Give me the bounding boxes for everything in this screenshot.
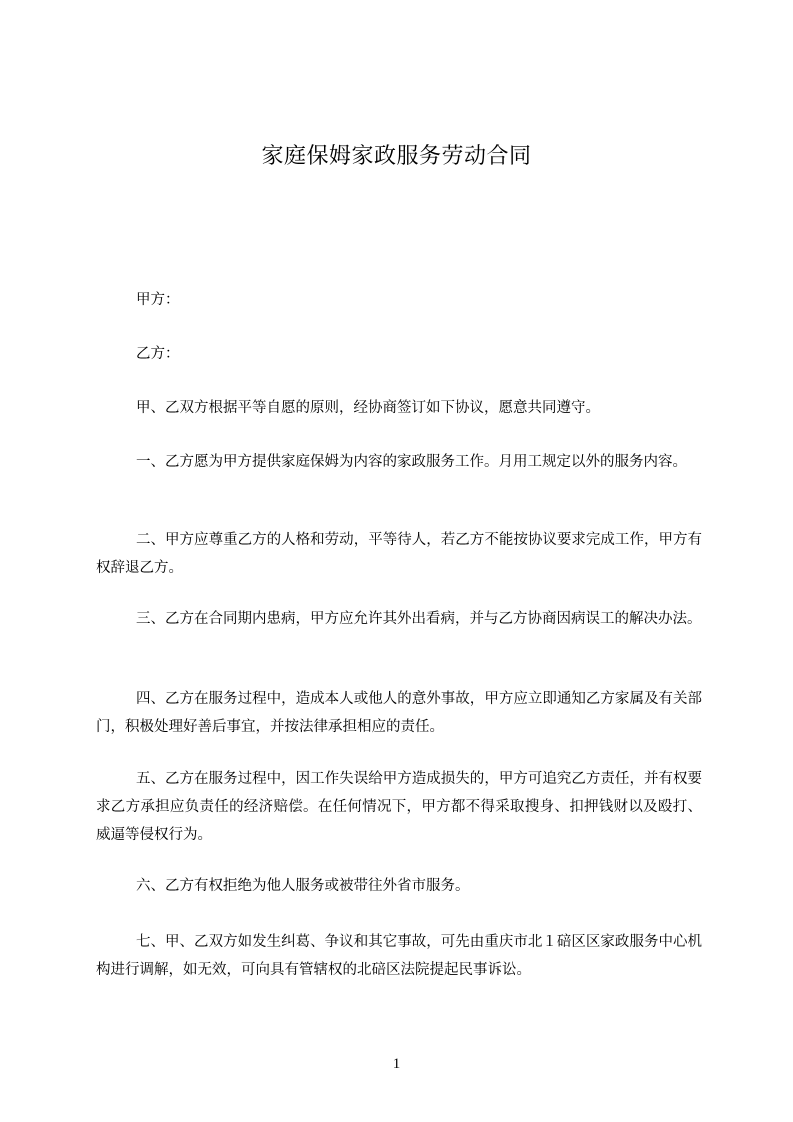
clause-2: 二、甲方应尊重乙方的人格和劳动，平等待人，若乙方不能按协议要求完成工作，甲方有权辞退乙方。 (96, 532, 702, 576)
party-b-label: 乙方： (136, 346, 180, 362)
clause-5: 五、乙方在服务过程中，因工作失误给甲方造成损失的，甲方可追究乙方责任，并有权要求乙方承担应负责任的经济赔偿。在任何情况下，甲方都不得采取搜身、扣押钱财以及殴打、威逼等侵权行为。 (96, 771, 702, 843)
page-number: 1 (392, 1056, 401, 1072)
clause-1: 一、乙方愿为甲方提供家庭保姆为内容的家政服务工作。月用工规定以外的服务内容。 (136, 454, 687, 470)
clause-6: 六、乙方有权拒绝为他人服务或被带往外省市服务。 (136, 878, 470, 894)
clause-7: 七、甲、乙双方如发生纠葛、争议和其它事故，可先由重庆市北１碚区区家政服务中心机构进行调解，如无效，可向具有管辖权的北碚区法院提起民事诉讼。 (96, 934, 702, 978)
clause-4: 四、乙方在服务过程中，造成本人或他人的意外事故，甲方应立即通知乙方家属及有关部门，积极处理好善后事宜，并按法律承担相应的责任。 (96, 691, 702, 735)
document-title: 家庭保姆家政服务劳动合同 (261, 144, 532, 169)
clause-3: 三、乙方在合同期内患病，甲方应允许其外出看病，并与乙方协商因病误工的解决办法。 (136, 611, 702, 627)
party-a-label: 甲方： (136, 292, 180, 308)
intro-paragraph: 甲、乙双方根据平等自愿的原则，经协商签订如下协议，愿意共同遵守。 (136, 400, 600, 416)
